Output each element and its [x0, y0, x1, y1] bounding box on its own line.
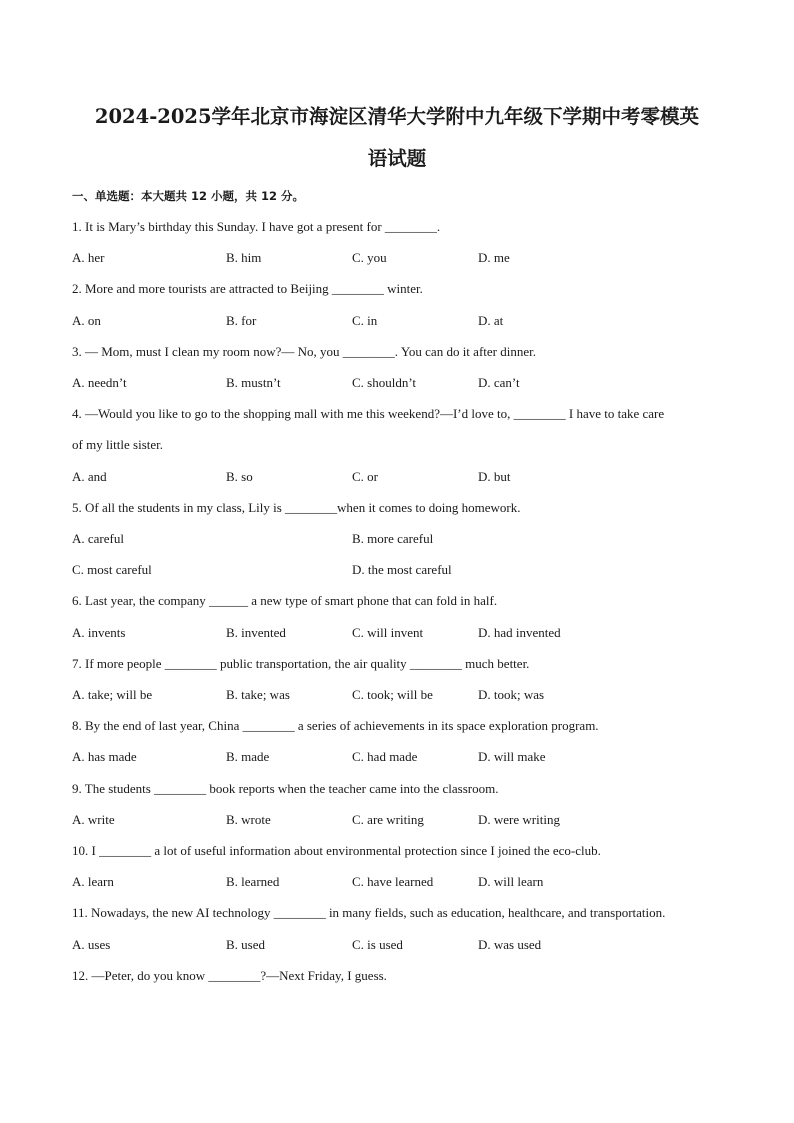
- question-6: 6. Last year, the company ______ a new type of smart phone that can fold in half.: [72, 593, 498, 608]
- q4-option-a: A. and: [72, 469, 107, 484]
- question-5: 5. Of all the students in my class, Lily is ________when it comes to doing homework.: [72, 500, 521, 515]
- q3-option-b: B. mustn’t: [226, 375, 281, 390]
- q9-option-c: C. are writing: [352, 812, 424, 827]
- q11-option-d: D. was used: [478, 937, 542, 952]
- question-8: 8. By the end of last year, China ________ a series of achievements in its space exploration program.: [72, 718, 599, 733]
- q1-option-b: B. him: [226, 250, 262, 265]
- q2-option-b: B. for: [226, 313, 257, 328]
- q2-option-a: A. on: [72, 313, 101, 328]
- question-4: 4. —Would you like to go to the shopping mall with me this weekend?—I’d love to, ________ I have to take care: [72, 406, 665, 421]
- q11-option-b: B. used: [226, 937, 265, 952]
- q7-option-c: C. took; will be: [352, 687, 433, 702]
- q1-option-d: D. me: [478, 250, 510, 265]
- question-4-continued: of my little sister.: [72, 437, 163, 452]
- q7-option-d: D. took; was: [478, 687, 545, 702]
- q6-option-d: D. had invented: [478, 625, 561, 640]
- q8-option-b: B. made: [226, 749, 270, 764]
- q5-option-d: D. the most careful: [352, 562, 452, 577]
- question-1: 1. It is Mary’s birthday this Sunday. I have got a present for ________.: [72, 219, 441, 234]
- q1-option-c: C. you: [352, 250, 387, 265]
- question-11: 11. Nowadays, the new AI technology ________ in many fields, such as education, healthcare, and transportation.: [72, 905, 666, 920]
- q10-option-a: A. learn: [72, 874, 114, 889]
- q9-option-d: D. were writing: [478, 812, 560, 827]
- question-2: 2. More and more tourists are attracted to Beijing ________ winter.: [72, 281, 423, 296]
- document-title-line-1: 2024-2025学年北京市海淀区清华大学附中九年级下学期中考零模英: [94, 105, 700, 128]
- q8-option-d: D. will make: [478, 749, 546, 764]
- question-9: 9. The students ________ book reports when the teacher came into the classroom.: [72, 781, 499, 796]
- q4-option-c: C. or: [352, 469, 378, 484]
- q11-option-c: C. is used: [352, 937, 403, 952]
- q2-option-c: C. in: [352, 313, 378, 328]
- q4-option-b: B. so: [226, 469, 253, 484]
- q8-option-a: A. has made: [72, 749, 137, 764]
- q10-option-c: C. have learned: [352, 874, 434, 889]
- q9-option-b: B. wrote: [226, 812, 271, 827]
- section-header: 一、单选题：本大题共 12 小题，共 12 分。: [72, 189, 305, 203]
- q8-option-c: C. had made: [352, 749, 418, 764]
- q3-option-c: C. shouldn’t: [352, 375, 417, 390]
- q7-option-a: A. take; will be: [72, 687, 153, 702]
- question-10: 10. I ________ a lot of useful information about environmental protection since I joined the eco-club.: [72, 843, 601, 858]
- question-7: 7. If more people ________ public transportation, the air quality ________ much better.: [72, 656, 530, 671]
- question-3: 3. — Mom, must I clean my room now?— No, you ________. You can do it after dinner.: [72, 344, 536, 359]
- q11-option-a: A. uses: [72, 937, 111, 952]
- q10-option-b: B. learned: [226, 874, 280, 889]
- q9-option-a: A. write: [72, 812, 115, 827]
- question-12: 12. —Peter, do you know ________?—Next Friday, I guess.: [72, 968, 387, 983]
- document-title-line-2: 语试题: [367, 147, 427, 170]
- q6-option-c: C. will invent: [352, 625, 424, 640]
- q7-option-b: B. take; was: [226, 687, 290, 702]
- q5-option-a: A. careful: [72, 531, 124, 546]
- q10-option-d: D. will learn: [478, 874, 544, 889]
- q6-option-b: B. invented: [226, 625, 286, 640]
- q1-option-a: A. her: [72, 250, 105, 265]
- q2-option-d: D. at: [478, 313, 504, 328]
- q4-option-d: D. but: [478, 469, 511, 484]
- q3-option-a: A. needn’t: [72, 375, 127, 390]
- q5-option-c: C. most careful: [72, 562, 152, 577]
- q3-option-d: D. can’t: [478, 375, 520, 390]
- q5-option-b: B. more careful: [352, 531, 434, 546]
- q6-option-a: A. invents: [72, 625, 126, 640]
